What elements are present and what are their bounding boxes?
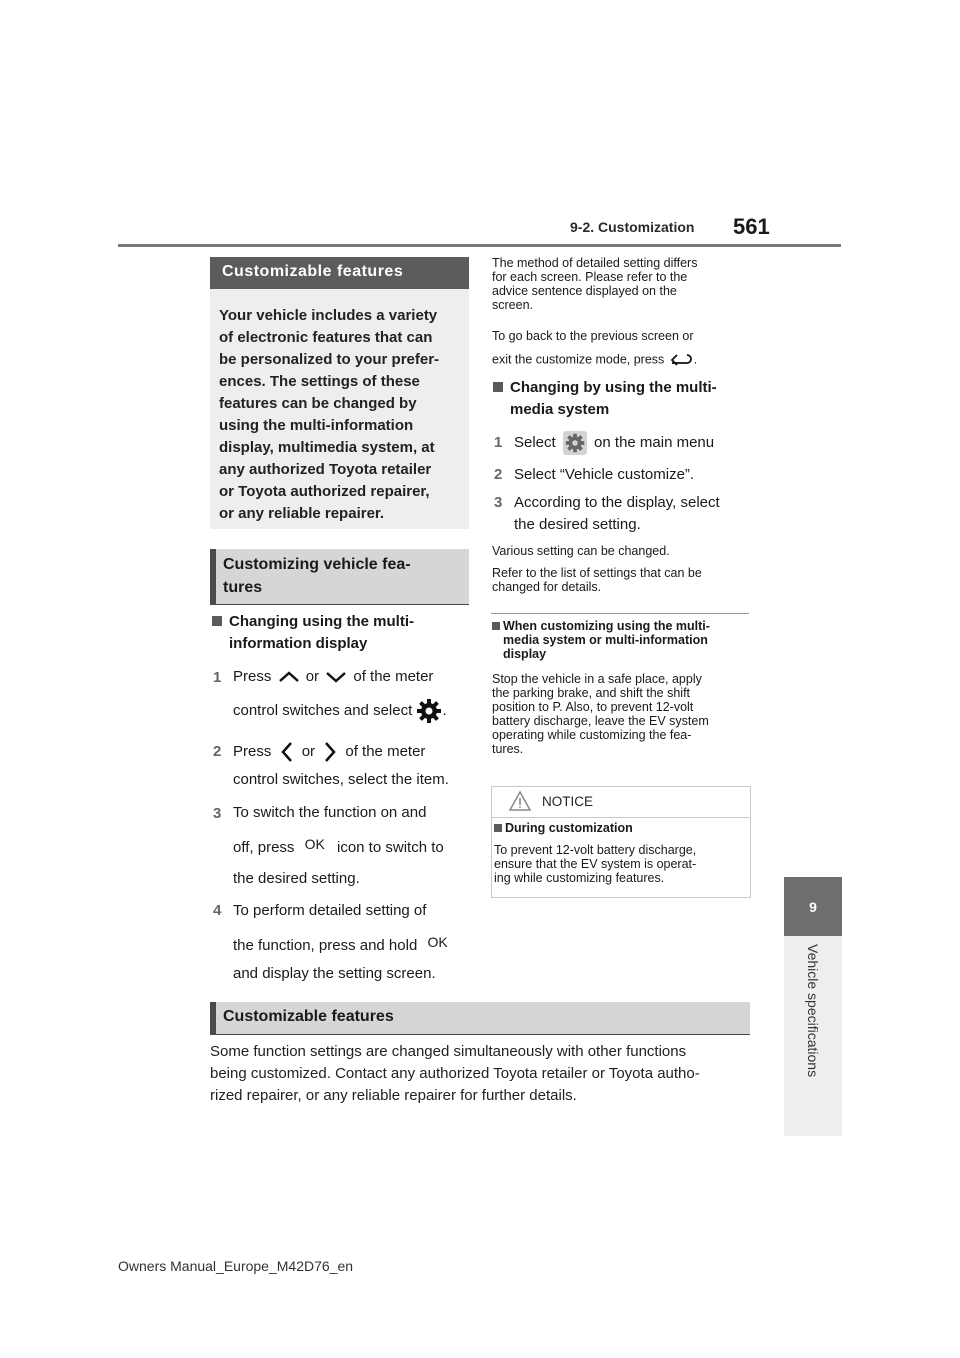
gear-icon <box>416 698 442 724</box>
subheading-line: media system <box>510 401 610 418</box>
step-3-line-1: To switch the function on and <box>233 804 427 821</box>
step-text: on the main menu <box>594 434 715 451</box>
step-text: control switches and select <box>233 702 413 719</box>
chapter-number: 9 <box>809 898 817 915</box>
notice-subheading <box>494 821 633 835</box>
various-note: Various setting can be changed. <box>492 544 670 558</box>
chapter-tab-number[interactable] <box>784 877 842 936</box>
heading-line: When customizing using the multi- <box>503 619 710 633</box>
intro-line: or any reliable repairer. <box>219 505 385 522</box>
subheading-line: Changing using the multi- <box>229 613 414 630</box>
back-note-line-1: To go back to the previous screen or <box>492 329 694 343</box>
text-line: battery discharge, leave the EV system <box>492 714 709 728</box>
text-line: Stop the vehicle in a safe place, apply <box>492 672 702 686</box>
heading-text: Customizable features <box>223 1008 394 1025</box>
heading-customizing-vehicle-features <box>210 549 469 605</box>
page-number: 561 <box>733 214 770 239</box>
square-bullet-icon <box>493 382 503 392</box>
note-line: advice sentence displayed on the <box>492 284 677 298</box>
heading-line: display <box>503 647 547 661</box>
footer-manual-id: Owners Manual_Europe_M42D76_en <box>118 1258 354 1274</box>
step-text: or <box>305 668 320 685</box>
step-text: Press <box>233 743 272 760</box>
step-4-line-1: To perform detailed setting of <box>233 902 427 919</box>
subheading-multi-information <box>212 611 414 655</box>
step-number: 1 <box>213 669 222 686</box>
ok-icon: OK <box>427 934 448 950</box>
notice-subheading-text: During customization <box>505 821 633 835</box>
notice-body <box>494 843 696 885</box>
intro-line: be personalized to your prefer- <box>219 351 440 368</box>
step-text: of the meter <box>353 668 434 685</box>
step-3-line-3: the desired setting. <box>233 870 360 887</box>
text-line: rized repairer, or any reliable repairer for further details. <box>210 1087 577 1104</box>
step-text: Select <box>514 434 556 451</box>
intro-line: features can be changed by <box>219 395 417 412</box>
intro-line: or Toyota authorized repairer, <box>219 483 430 500</box>
mm-step-1 <box>514 428 714 458</box>
mm-step-3-line-1: According to the display, select <box>514 494 720 511</box>
text-line: ing while customizing features. <box>494 871 665 885</box>
refer-note <box>492 566 702 594</box>
chevron-right-icon <box>319 740 341 764</box>
back-arrow-icon <box>668 352 694 368</box>
settings-icon <box>563 431 587 455</box>
heading-line: tures <box>223 579 263 596</box>
step-text: icon to switch to <box>337 839 444 856</box>
heading-text: Customizable features <box>222 263 404 280</box>
step-3-line-2 <box>233 832 444 863</box>
step-text: off, press <box>233 839 295 856</box>
back-note-line-2 <box>492 352 697 368</box>
square-bullet-icon <box>492 622 500 630</box>
text-line: position to P. Also, to prevent 12-volt <box>492 700 694 714</box>
note-line: The method of detailed setting differs <box>492 256 698 270</box>
intro-line: ences. The settings of these <box>219 373 420 390</box>
step-number: 3 <box>213 805 222 822</box>
detail-note <box>492 256 752 312</box>
step-number: 3 <box>494 494 503 511</box>
note-line: Refer to the list of settings that can be <box>492 566 702 580</box>
text-line: the parking brake, and shift the shift <box>492 686 691 700</box>
intro-line: using the multi-information <box>219 417 414 434</box>
heading-line: Customizing vehicle fea- <box>223 556 411 573</box>
step-number: 4 <box>213 902 222 919</box>
note-line: changed for details. <box>492 580 602 594</box>
step-text: . <box>442 702 447 719</box>
mm-step-3-line-2: the desired setting. <box>514 516 641 533</box>
heading-customizable-features <box>210 257 469 289</box>
intro-line: of electronic features that can <box>219 329 433 346</box>
step-text: the function, press and hold <box>233 937 418 954</box>
step-number: 2 <box>213 743 222 760</box>
chapter-tab-label[interactable] <box>805 936 828 1136</box>
warning-triangle-icon <box>508 790 532 812</box>
chapter-label: Vehicle specifications <box>805 944 821 1078</box>
text-line: being customized. Contact any authorized Toyota retailer or Toyota autho- <box>210 1065 700 1082</box>
square-bullet-icon <box>212 616 222 626</box>
text-line: tures. <box>492 742 524 756</box>
note-line: for each screen. Please refer to the <box>492 270 688 284</box>
intro-line: display, multimedia system, at <box>219 439 435 456</box>
step-4-line-2 <box>233 930 448 961</box>
notice-box <box>491 786 751 898</box>
heading-line: media system or multi-information <box>503 633 708 647</box>
step-number: 1 <box>494 434 503 451</box>
text-line: ensure that the EV system is operat- <box>494 857 697 871</box>
square-bullet-icon <box>494 824 502 832</box>
divider <box>491 613 749 614</box>
chevron-down-icon <box>323 669 349 685</box>
step-text: Press <box>233 668 272 685</box>
notice-title: NOTICE <box>542 794 594 809</box>
text-line: operating while customizing the fea- <box>492 728 692 742</box>
stop-vehicle-text <box>492 672 709 756</box>
step-text: of the meter <box>345 743 426 760</box>
subheading-line: information display <box>229 635 368 652</box>
step-4-line-3: and display the setting screen. <box>233 965 436 982</box>
header-divider <box>118 244 841 247</box>
step-1-line-2 <box>233 696 447 726</box>
when-customizing-heading <box>492 619 710 661</box>
mm-step-2: Select “Vehicle customize”. <box>514 466 695 483</box>
text-line: To prevent 12-volt battery discharge, <box>494 843 697 857</box>
intro-line: any authorized Toyota retailer <box>219 461 432 478</box>
note-line: screen. <box>492 298 533 312</box>
step-2-line-2: control switches, select the item. <box>233 771 449 788</box>
text-line: Some function settings are changed simultaneously with other functions <box>210 1043 687 1060</box>
section-title: 9-2. Customization <box>570 219 695 235</box>
step-number: 2 <box>494 466 503 483</box>
step-text: or <box>301 743 316 760</box>
chevron-up-icon <box>276 669 302 685</box>
customizable-features-paragraph <box>210 1041 750 1107</box>
subheading-line: Changing by using the multi- <box>510 379 717 396</box>
chevron-left-icon <box>276 740 298 764</box>
notice-title-bar <box>492 787 750 818</box>
subheading-multimedia <box>493 377 717 421</box>
intro-line: Your vehicle includes a variety <box>219 307 438 324</box>
step-2-line-1 <box>233 737 425 767</box>
note-text: exit the customize mode, press <box>492 352 665 367</box>
ok-icon: OK <box>304 836 325 852</box>
intro-text <box>219 305 464 525</box>
note-text: . <box>693 352 698 367</box>
step-1-line-1 <box>233 662 433 692</box>
heading-customizable-features-bottom <box>210 1002 750 1035</box>
